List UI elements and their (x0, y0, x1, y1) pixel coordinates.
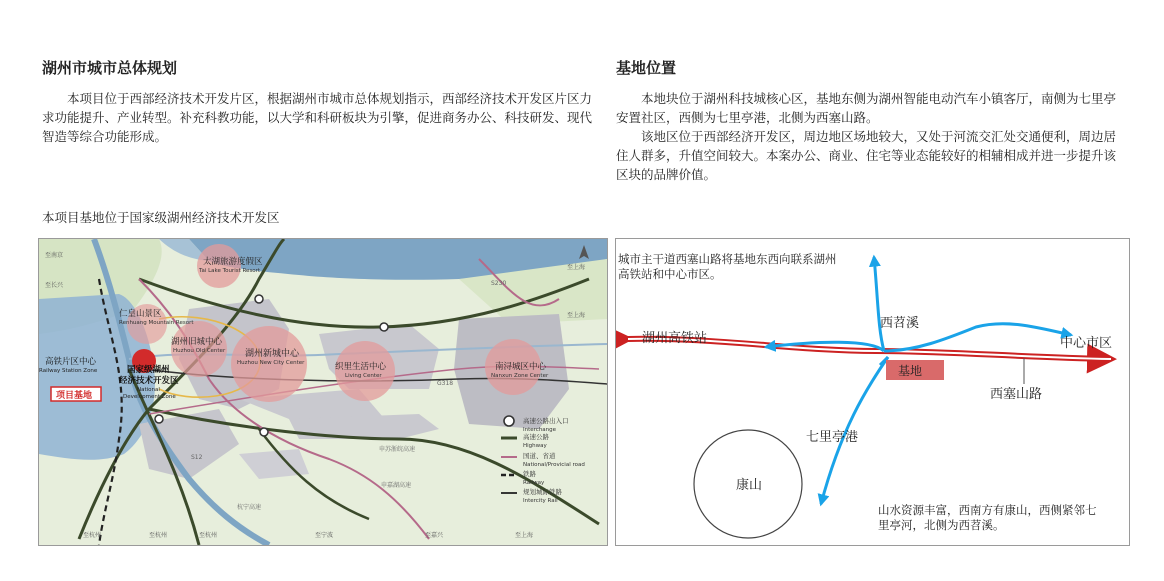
svg-text:Development Zone: Development Zone (123, 394, 176, 400)
svg-text:Tai Lake Tourist Resort: Tai Lake Tourist Resort (199, 268, 261, 274)
bottom-note-line1: 山水资源丰富，西南方有康山，西侧紧邻七 (878, 503, 1097, 517)
svg-text:至上海: 至上海 (567, 264, 586, 271)
right-paragraph-1: 本地块位于湖州科技城核心区，基地东侧为湖州智能电动汽车小镇客厅，南侧为七里亭安置社区，西侧为七里亭港，北侧为西塞山路。 (616, 91, 1117, 125)
svg-text:至宁波: 至宁波 (315, 532, 334, 539)
svg-text:湖州旧城中心: 湖州旧城中心 (171, 337, 223, 347)
svg-text:仁皇山景区: 仁皇山景区 (119, 309, 162, 319)
svg-text:S12: S12 (191, 454, 203, 461)
site-label: 基地 (898, 364, 923, 378)
svg-text:高铁站和中心市区。: 高铁站和中心市区。 (618, 267, 722, 281)
left-title: 湖州市城市总体规划 (42, 59, 178, 77)
svg-text:Renhuang Mountain Resort: Renhuang Mountain Resort (119, 320, 194, 326)
svg-text:经济技术开发区: 经济技术开发区 (119, 376, 179, 386)
east-label: 中心市区 (1060, 336, 1113, 351)
svg-text:至杭州: 至杭州 (83, 532, 102, 539)
road-label: 西塞山路 (990, 387, 1043, 402)
svg-text:National: National (137, 387, 160, 393)
svg-text:至上海: 至上海 (567, 312, 586, 319)
svg-text:湖州新城中心: 湖州新城中心 (245, 349, 300, 359)
svg-text:至杭州: 至杭州 (149, 532, 168, 539)
svg-text:申苏浙皖高速: 申苏浙皖高速 (379, 446, 416, 453)
svg-text:杭宁高速: 杭宁高速 (237, 504, 262, 511)
svg-text:Railway Station Zone: Railway Station Zone (39, 368, 98, 374)
mountain-label: 康山 (736, 478, 763, 493)
svg-text:南浔城区中心: 南浔城区中心 (495, 362, 547, 372)
svg-text:太湖旅游度假区: 太湖旅游度假区 (203, 257, 263, 267)
svg-text:铁路: 铁路 (523, 470, 536, 478)
svg-text:高速公路: 高速公路 (523, 433, 549, 441)
svg-text:规划城际铁路: 规划城际铁路 (523, 488, 562, 496)
svg-text:Railway: Railway (523, 480, 545, 486)
svg-text:Interchange: Interchange (523, 427, 557, 433)
north-river-branch (874, 257, 884, 351)
svg-text:国家级湖州: 国家级湖州 (127, 365, 170, 375)
svg-text:S230: S230 (491, 280, 507, 287)
map-caption: 本项目基地位于国家级湖州经济技术开发区 (42, 210, 280, 225)
svg-text:至上海: 至上海 (515, 532, 534, 539)
svg-text:至南京: 至南京 (45, 252, 64, 259)
left-paragraph: 本项目位于西部经济技术开发片区，根据湖州市城市总体规划指示，西部经济技术开发区片区力求功能提升、产业转型。补充科教功能，以大学和科研板块为引擎，促进商务办公、科技研发、现代智造等综合功能形成。 (42, 91, 593, 144)
svg-text:G318: G318 (437, 380, 454, 387)
svg-text:Intercity Rail: Intercity Rail (523, 498, 558, 504)
right-paragraph-2: 该地区位于西部经济开发区，周边地区场地较大，又处于河流交汇处交通便利，周边居住人群多，升值空间较大。本案办公、商业、住宅等业态能较好的相辅相成并进一步提升该区块的品牌价值。 (616, 129, 1117, 182)
svg-text:Living Center: Living Center (345, 373, 382, 379)
north-river-label: 西苕溪 (880, 316, 920, 331)
svg-text:Nanxun Zone Center: Nanxun Zone Center (491, 373, 549, 379)
svg-text:Huzhou Old Center: Huzhou Old Center (173, 348, 226, 354)
bottom-note-line2: 里亭河，北侧为西苕溪。 (878, 518, 1005, 532)
svg-text:高铁片区中心: 高铁片区中心 (45, 357, 97, 367)
svg-text:织里生活中心: 织里生活中心 (335, 362, 387, 372)
top-note-line1: 城市主干道西塞山路将基地东西向联系湖州 (618, 252, 837, 266)
city-plan-map (38, 238, 608, 546)
svg-text:至长兴: 至长兴 (45, 282, 64, 289)
svg-text:Highway: Highway (523, 443, 547, 449)
site-label: 项目基地 (56, 391, 93, 401)
svg-text:Huzhou New City Center: Huzhou New City Center (237, 360, 305, 366)
svg-text:国道、省道: 国道、省道 (523, 452, 556, 460)
svg-text:至嘉兴: 至嘉兴 (425, 532, 444, 539)
svg-text:至杭州: 至杭州 (199, 532, 218, 539)
west-label: 湖州高铁站 (642, 331, 708, 346)
right-title: 基地位置 (616, 59, 677, 77)
south-river-label: 七里亭港 (806, 430, 859, 445)
svg-text:National/Provicial road: National/Provicial road (523, 462, 585, 468)
site-location-map (615, 238, 1130, 546)
legend-interchange-cn: 高速公路出入口 (523, 417, 569, 425)
svg-text:申嘉湖高速: 申嘉湖高速 (381, 482, 412, 489)
